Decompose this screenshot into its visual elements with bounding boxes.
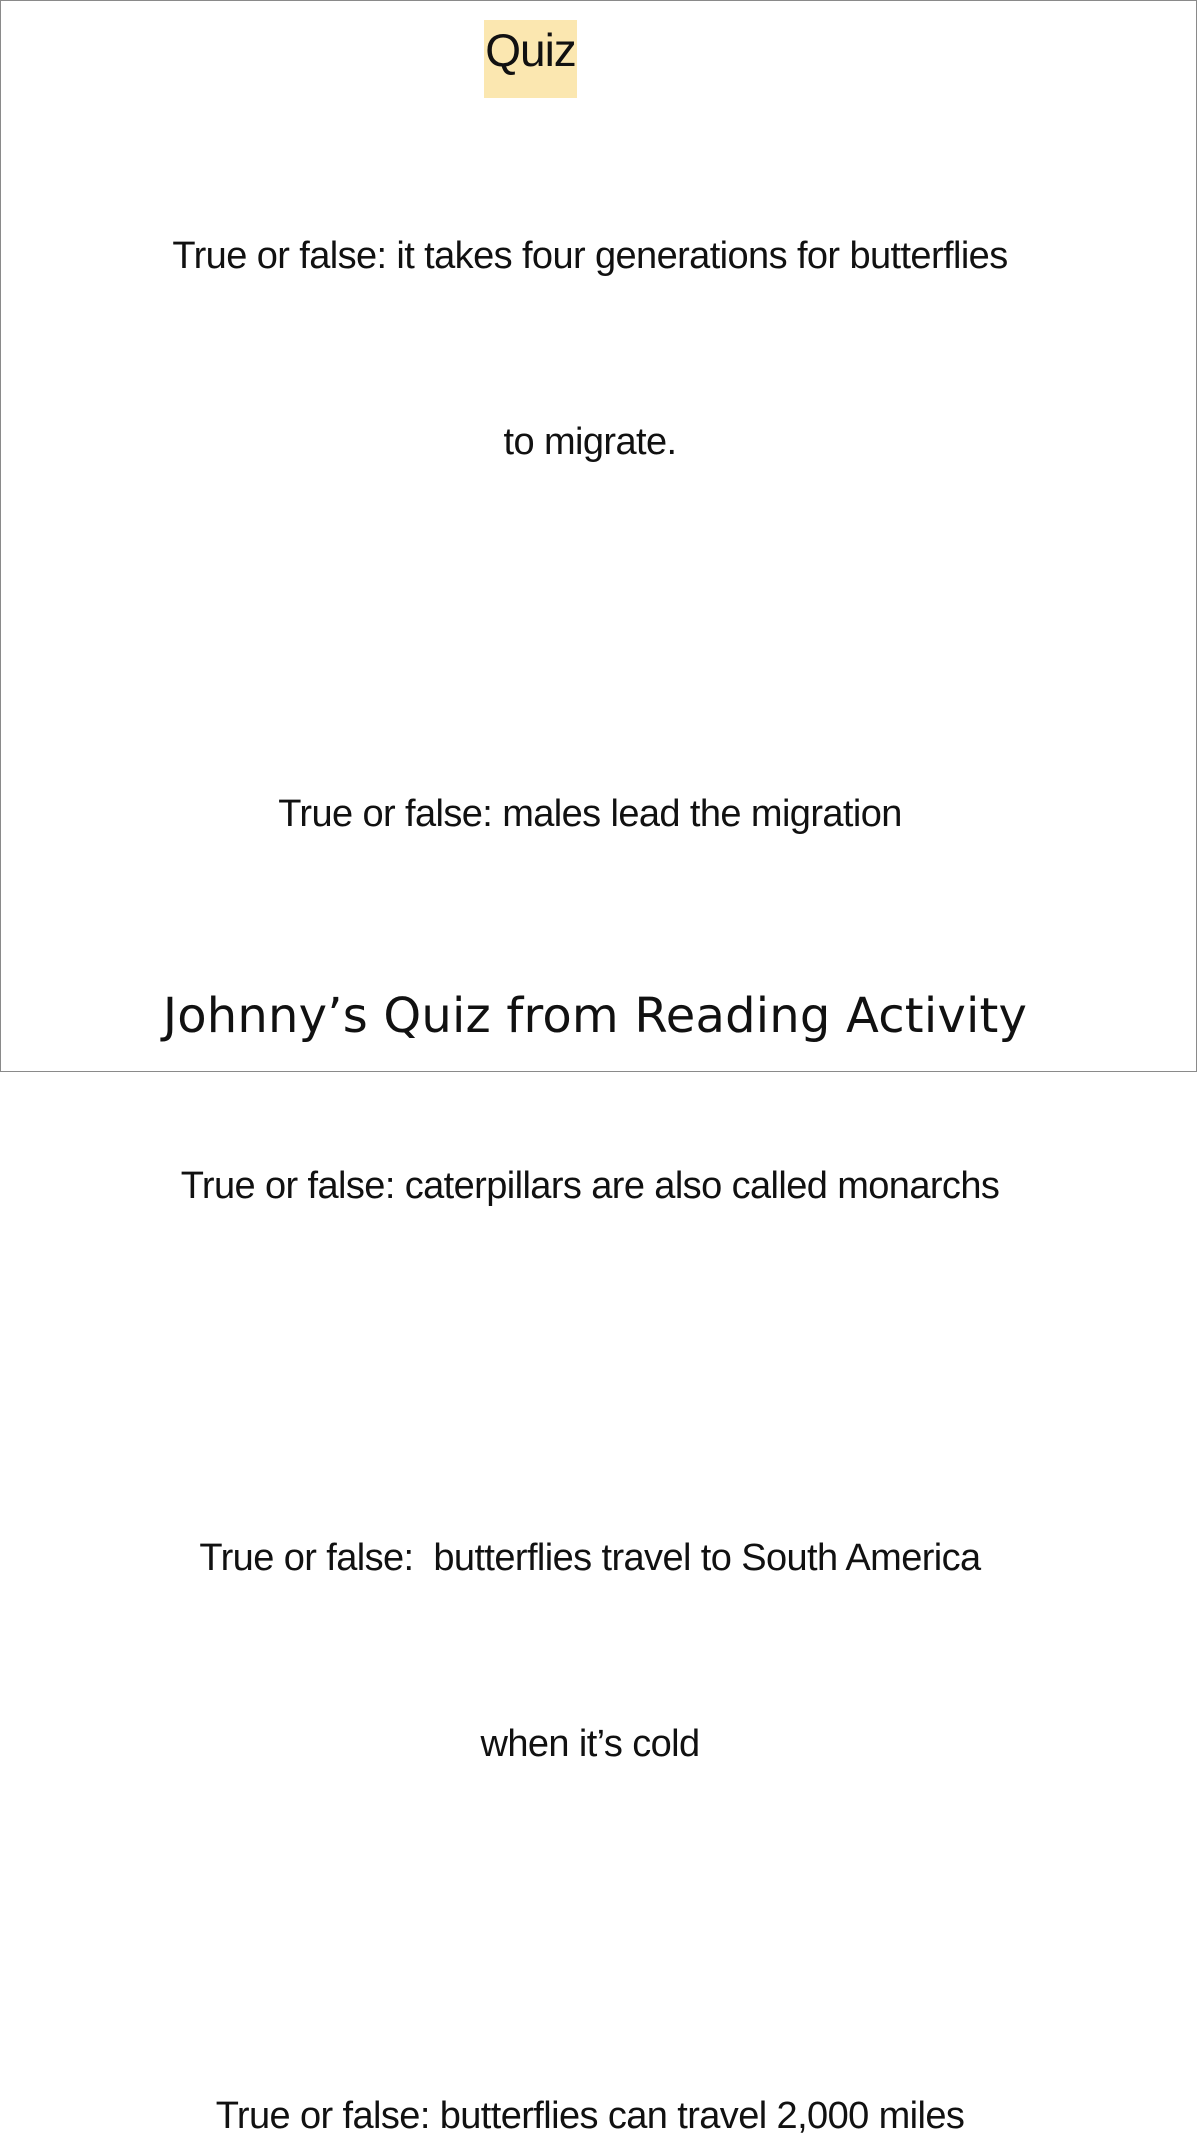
question-list: [1, 101, 1179, 2150]
question-4-line-2: when it’s cold: [480, 1723, 700, 1765]
question-4-line-1: True or false: butterflies travel to South America: [199, 1537, 981, 1579]
quiz-title: Quiz: [484, 20, 577, 98]
question-2: [1, 659, 1179, 969]
question-1: [1, 101, 1179, 597]
question-1-line-2: to migrate.: [503, 421, 677, 463]
question-5: [1, 1961, 1179, 2150]
question-1-line-1: True or false: it takes four generations for butterflies: [172, 235, 1008, 277]
question-5-line-1: True or false: butterflies can travel 2,000 miles: [215, 2095, 965, 2137]
question-3-line-1: True or false: caterpillars are also called monarchs: [180, 1165, 1000, 1207]
caption: Johnny’s Quiz from Reading Activity: [162, 988, 1028, 1044]
question-2-line-1: True or false: males lead the migration: [278, 793, 902, 835]
question-4: [1, 1403, 1179, 1899]
question-3: [1, 1031, 1179, 1341]
